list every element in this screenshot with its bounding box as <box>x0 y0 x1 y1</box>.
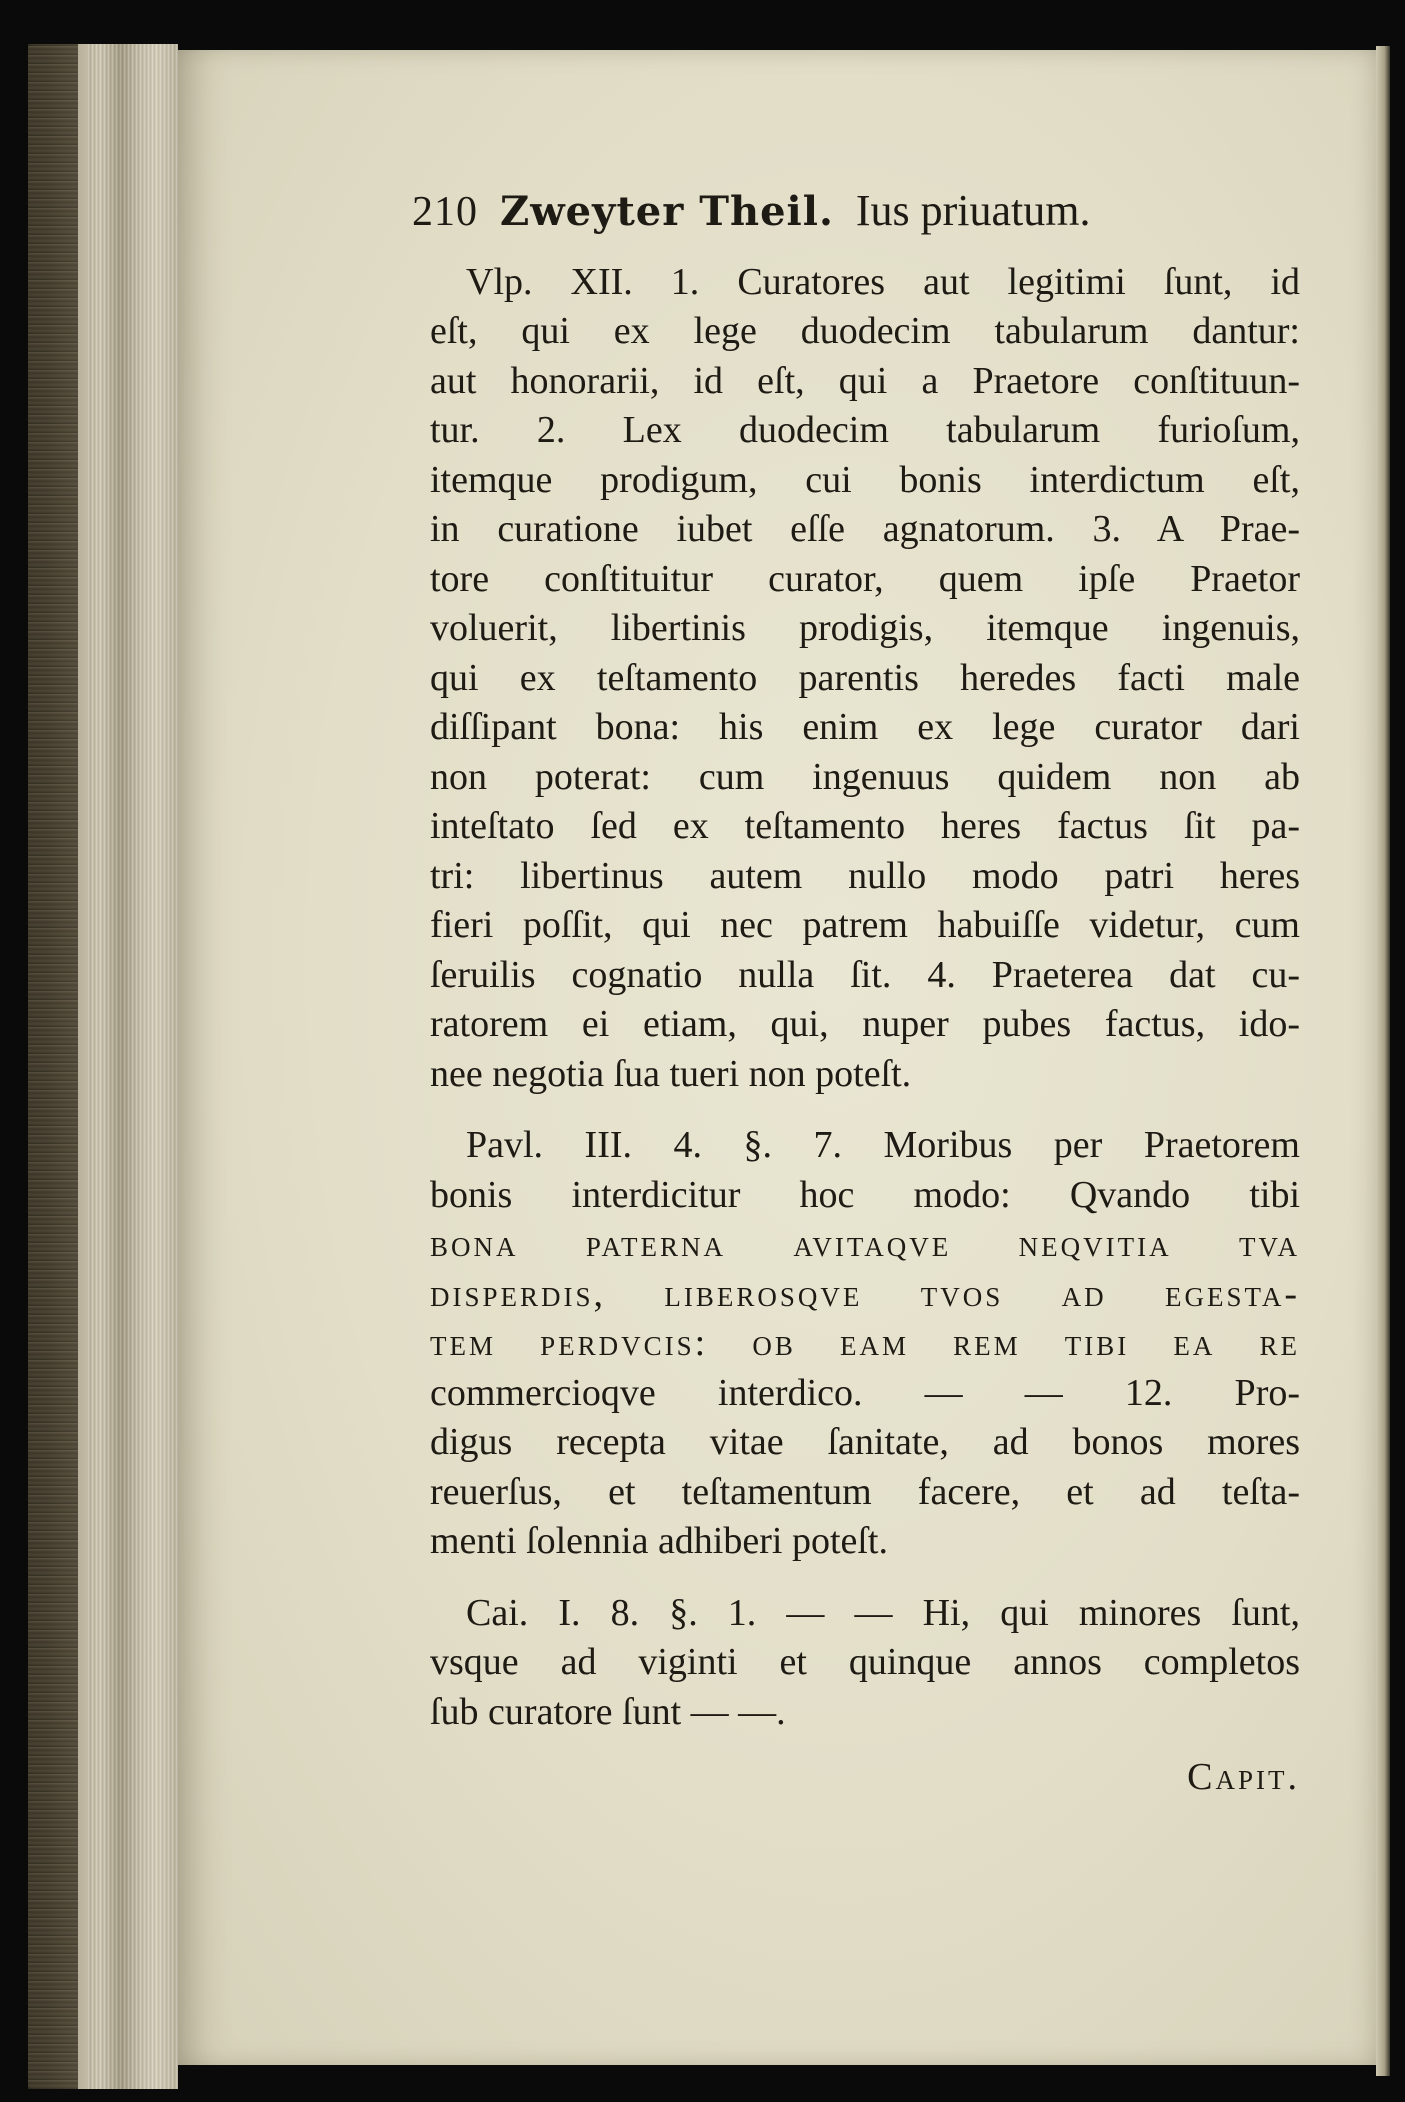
running-head-latin: Ius priuatum. <box>855 186 1091 235</box>
paragraph-gaius <box>430 1589 1300 1738</box>
text-line: Vlp. XII. 1. Curatores aut legitimi ſunt, id <box>466 260 1300 303</box>
text-line: Cai. I. 8. §. 1. — — Hi, qui minores ſunt, <box>466 1591 1300 1634</box>
text-line: ſeruilis cognatio nulla ſit. 4. Praeterea dat cu- <box>430 953 1300 996</box>
text-line: Pavl. III. 4. §. 7. Moribus per Praetorem <box>466 1124 1300 1166</box>
text-line: tore conſtituitur curator, quem ipſe Praetor <box>430 557 1300 600</box>
page-gutter-edge <box>1376 46 1390 2076</box>
paragraph-paulus <box>430 1121 1300 1567</box>
text-line: qui ex teſtamento parentis heredes facti male <box>430 656 1300 699</box>
text-line: ſub curatore ſunt — —. <box>430 1690 786 1733</box>
text-line: tri: libertinus autem nullo modo patri heres <box>430 854 1300 897</box>
page-number: 210 <box>412 189 478 235</box>
text-line-small-caps: tem perdvcis: ob eam rem tibi ea re <box>430 1322 1300 1364</box>
text-line: bonis interdicitur hoc modo: Qvando tibi <box>430 1173 1300 1216</box>
text-line: itemque prodigum, cui bonis interdictum eſt, <box>430 458 1300 501</box>
running-header <box>412 186 1300 238</box>
text-line: vsque ad viginti et quinque annos completos <box>430 1641 1300 1683</box>
text-line: ratorem ei etiam, qui, nuper pubes factus, ido- <box>430 1003 1300 1045</box>
text-line: commercioqve interdico. — — 12. Pro- <box>430 1371 1300 1414</box>
page-text <box>412 186 1300 1803</box>
text-line: digus recepta vitae ſanitate, ad bonos mores <box>430 1421 1300 1463</box>
text-line: nee negotia ſua tueri non poteſt. <box>430 1052 912 1095</box>
text-line: inteſtato ſed ex teſtamento heres factus ſit pa- <box>430 805 1300 847</box>
text-line: fieri poſſit, qui nec patrem habuiſſe videtur, cum <box>430 904 1300 946</box>
text-line: non poterat: cum ingenuus quidem non ab <box>430 755 1300 798</box>
text-line: menti ſolennia adhiberi poteſt. <box>430 1520 888 1562</box>
running-head-german: Zweyter Theil. <box>500 188 834 235</box>
text-line: voluerit, libertinis prodigis, itemque ingenuis, <box>430 607 1300 649</box>
text-line: diſſipant bona: his enim ex lege curator dari <box>430 706 1300 748</box>
text-line-small-caps: bona paterna avitaqve neqvitia tva <box>430 1223 1300 1265</box>
text-line: reuerſus, et teſtamentum facere, et ad teſta- <box>430 1470 1300 1513</box>
catchword: Capit. <box>1187 1756 1300 1798</box>
text-line: aut honorarii, id eſt, qui a Praetore conſtituun- <box>430 359 1300 402</box>
text-line: in curatione iubet eſſe agnatorum. 3. A Prae- <box>430 508 1300 550</box>
text-line: tur. 2. Lex duodecim tabularum furioſum, <box>430 409 1300 451</box>
text-line: eſt, qui ex lege duodecim tabularum dantur: <box>430 310 1300 352</box>
text-line-small-caps: disperdis, liberosqve tvos ad egesta- <box>430 1272 1300 1315</box>
paragraph-ulpian <box>430 258 1300 1100</box>
book-fore-edge <box>28 44 178 2089</box>
